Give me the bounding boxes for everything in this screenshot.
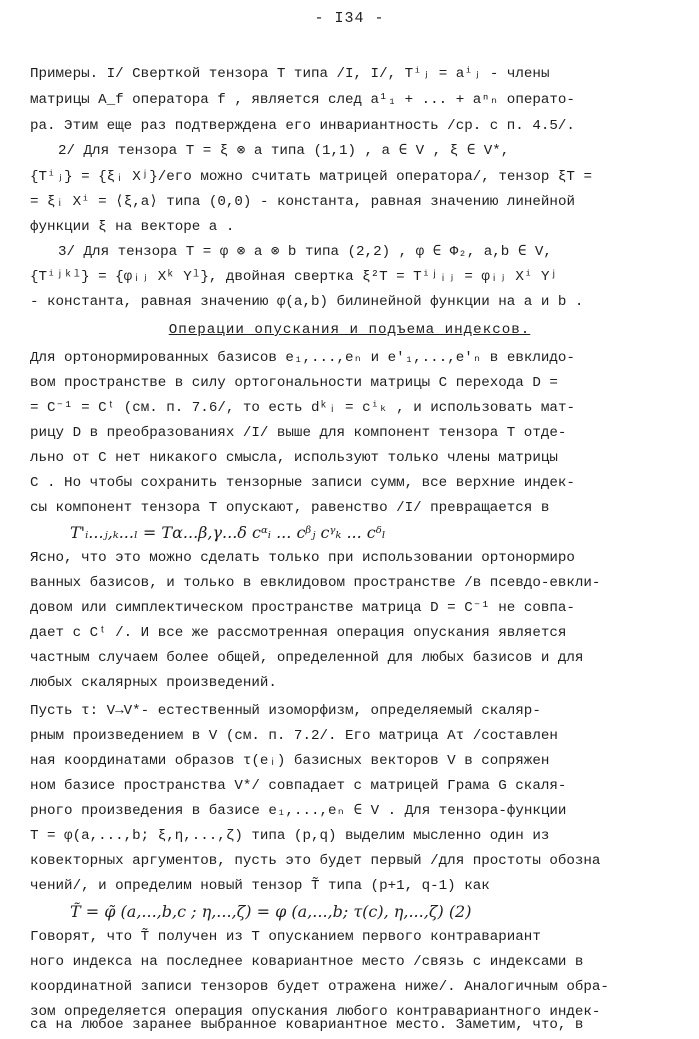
text-line: зом определяется операция опускания любого контравариантного индек- [30, 1004, 601, 1020]
text-line: ра. Этим еще раз подтверждена его инвариантность /ср. с п. 4.5/. [30, 118, 575, 134]
text-line: = C⁻¹ = Cᵗ (см. п. 7.6/, то есть dᵏᵢ = cⁱₖ , и использовать мат- [30, 400, 575, 416]
text-line: льно от C нет никакого смысла, используют только члены матрицы [30, 450, 558, 466]
text-line: довом или симплектическом пространстве матрица D = C⁻¹ не совпа- [30, 600, 575, 616]
text-line: са на любое заранее выбранное ковариантное место. Заметим, что, в [30, 1017, 584, 1033]
text-line: {Tⁱʲᵏˡ} = {φᵢⱼ Xᵏ Yˡ}, двойная свертка ξ²T = Tⁱʲᵢⱼ = φᵢⱼ Xⁱ Yʲ [30, 269, 559, 285]
text-line: рного произведения в базисе e₁,...,eₙ ∈ V . Для тензора-функции [30, 803, 567, 819]
formula-line: T̃ = φ̃ (a,...,b,c ; η,...,ζ) = φ (a,...,b; τ(c), η,...,ζ) (2) [70, 902, 472, 921]
text-line: частным случаем более общей, определенной для любых базисов и для [30, 650, 584, 666]
text-line: ванных базисов, и только в евклидовом пространстве /в псевдо-евкли- [30, 575, 601, 591]
text-line: функции ξ на векторе a . [30, 219, 235, 235]
text-line: = ξᵢ Xⁱ = ⟨ξ,a⟩ типа (0,0) - константа, равная значению линейной [30, 194, 575, 210]
text-line: сы компонент тензора T опускают, равенство /I/ превращается в [30, 500, 550, 516]
text-line: - константа, равная значению φ(a,b) билинейной функции на a и b . [30, 294, 584, 310]
text-line: вом пространстве в силу ортогональности матрицы C перехода D = [30, 375, 558, 391]
text-line: Говорят, что T̃ получен из T опусканием первого контравариант [30, 929, 541, 945]
text-line: Для ортонормированных базисов e₁,...,eₙ и e'₁,...,e'ₙ в евклидо- [30, 350, 575, 366]
text-line: C . Но чтобы сохранить тензорные записи сумм, все верхние индек- [30, 475, 575, 491]
text-line: 3/ Для тензора T = φ ⊗ a ⊗ b типа (2,2) , φ ∈ Φ₂, a,b ∈ V, [58, 244, 552, 260]
section-heading: Операции опускания и подъема индексов. [168, 322, 531, 338]
text-line: ном базисе пространства V*/ совпадает с матрицей Грама G скаля- [30, 778, 567, 794]
text-line: {Tⁱⱼ} = {ξᵢ Xʲ}/его можно считать матрицей оператора/, тензор ξT = [30, 169, 592, 185]
text-line: 2/ Для тензора T = ξ ⊗ a типа (1,1) , a ∈ V , ξ ∈ V*, [58, 143, 510, 159]
text-line: ного индекса на последнее ковариантное место /связь с индексами в [30, 954, 584, 970]
text-line: ная координатами образов τ(eᵢ) базисных векторов V в сопряжен [30, 753, 550, 769]
text-line: матрицы A_f оператора f , является след a¹₁ + ... + aⁿₙ операто- [30, 92, 575, 108]
text-line: ковекторных аргументов, пусть это будет первый /для простоты обозна [30, 853, 601, 869]
text-line: T = φ(a,...,b; ξ,η,...,ζ) типа (p,q) выделим мысленно один из [30, 828, 550, 844]
text-line: чений/, и определим новый тензор T̃ типа (p+1, q-1) как [30, 878, 490, 894]
text-line: координатной записи тензоров будет отражена ниже/. Аналогичным обра- [30, 979, 609, 995]
page-number: - I34 - [314, 10, 385, 27]
text-line: любых скалярных произведений. [30, 675, 277, 691]
text-line: дает с Cᵗ /. И все же рассмотренная операция опускания является [30, 625, 567, 641]
text-line: Пусть τ: V→V*- естественный изоморфизм, определяемый скаляр- [30, 703, 541, 719]
text-line: Ясно, что это можно сделать только при использовании ортонормиро [30, 550, 575, 566]
text-line: рным произведением в V (см. п. 7.2/. Его матрица Aτ /составлен [30, 728, 558, 744]
text-line: Примеры. I/ Сверткой тензора T типа /I, I/, Tⁱⱼ = aⁱⱼ - члены [30, 66, 550, 82]
text-line: рицу D в преобразованиях /I/ выше для компонент тензора T отде- [30, 425, 567, 441]
formula-line: T'ᵢ...ⱼ,ₖ...ₗ = Tα...β,γ...δ cᵅᵢ ... cᵝⱼ cᵞₖ ... cᵟₗ [70, 523, 386, 542]
